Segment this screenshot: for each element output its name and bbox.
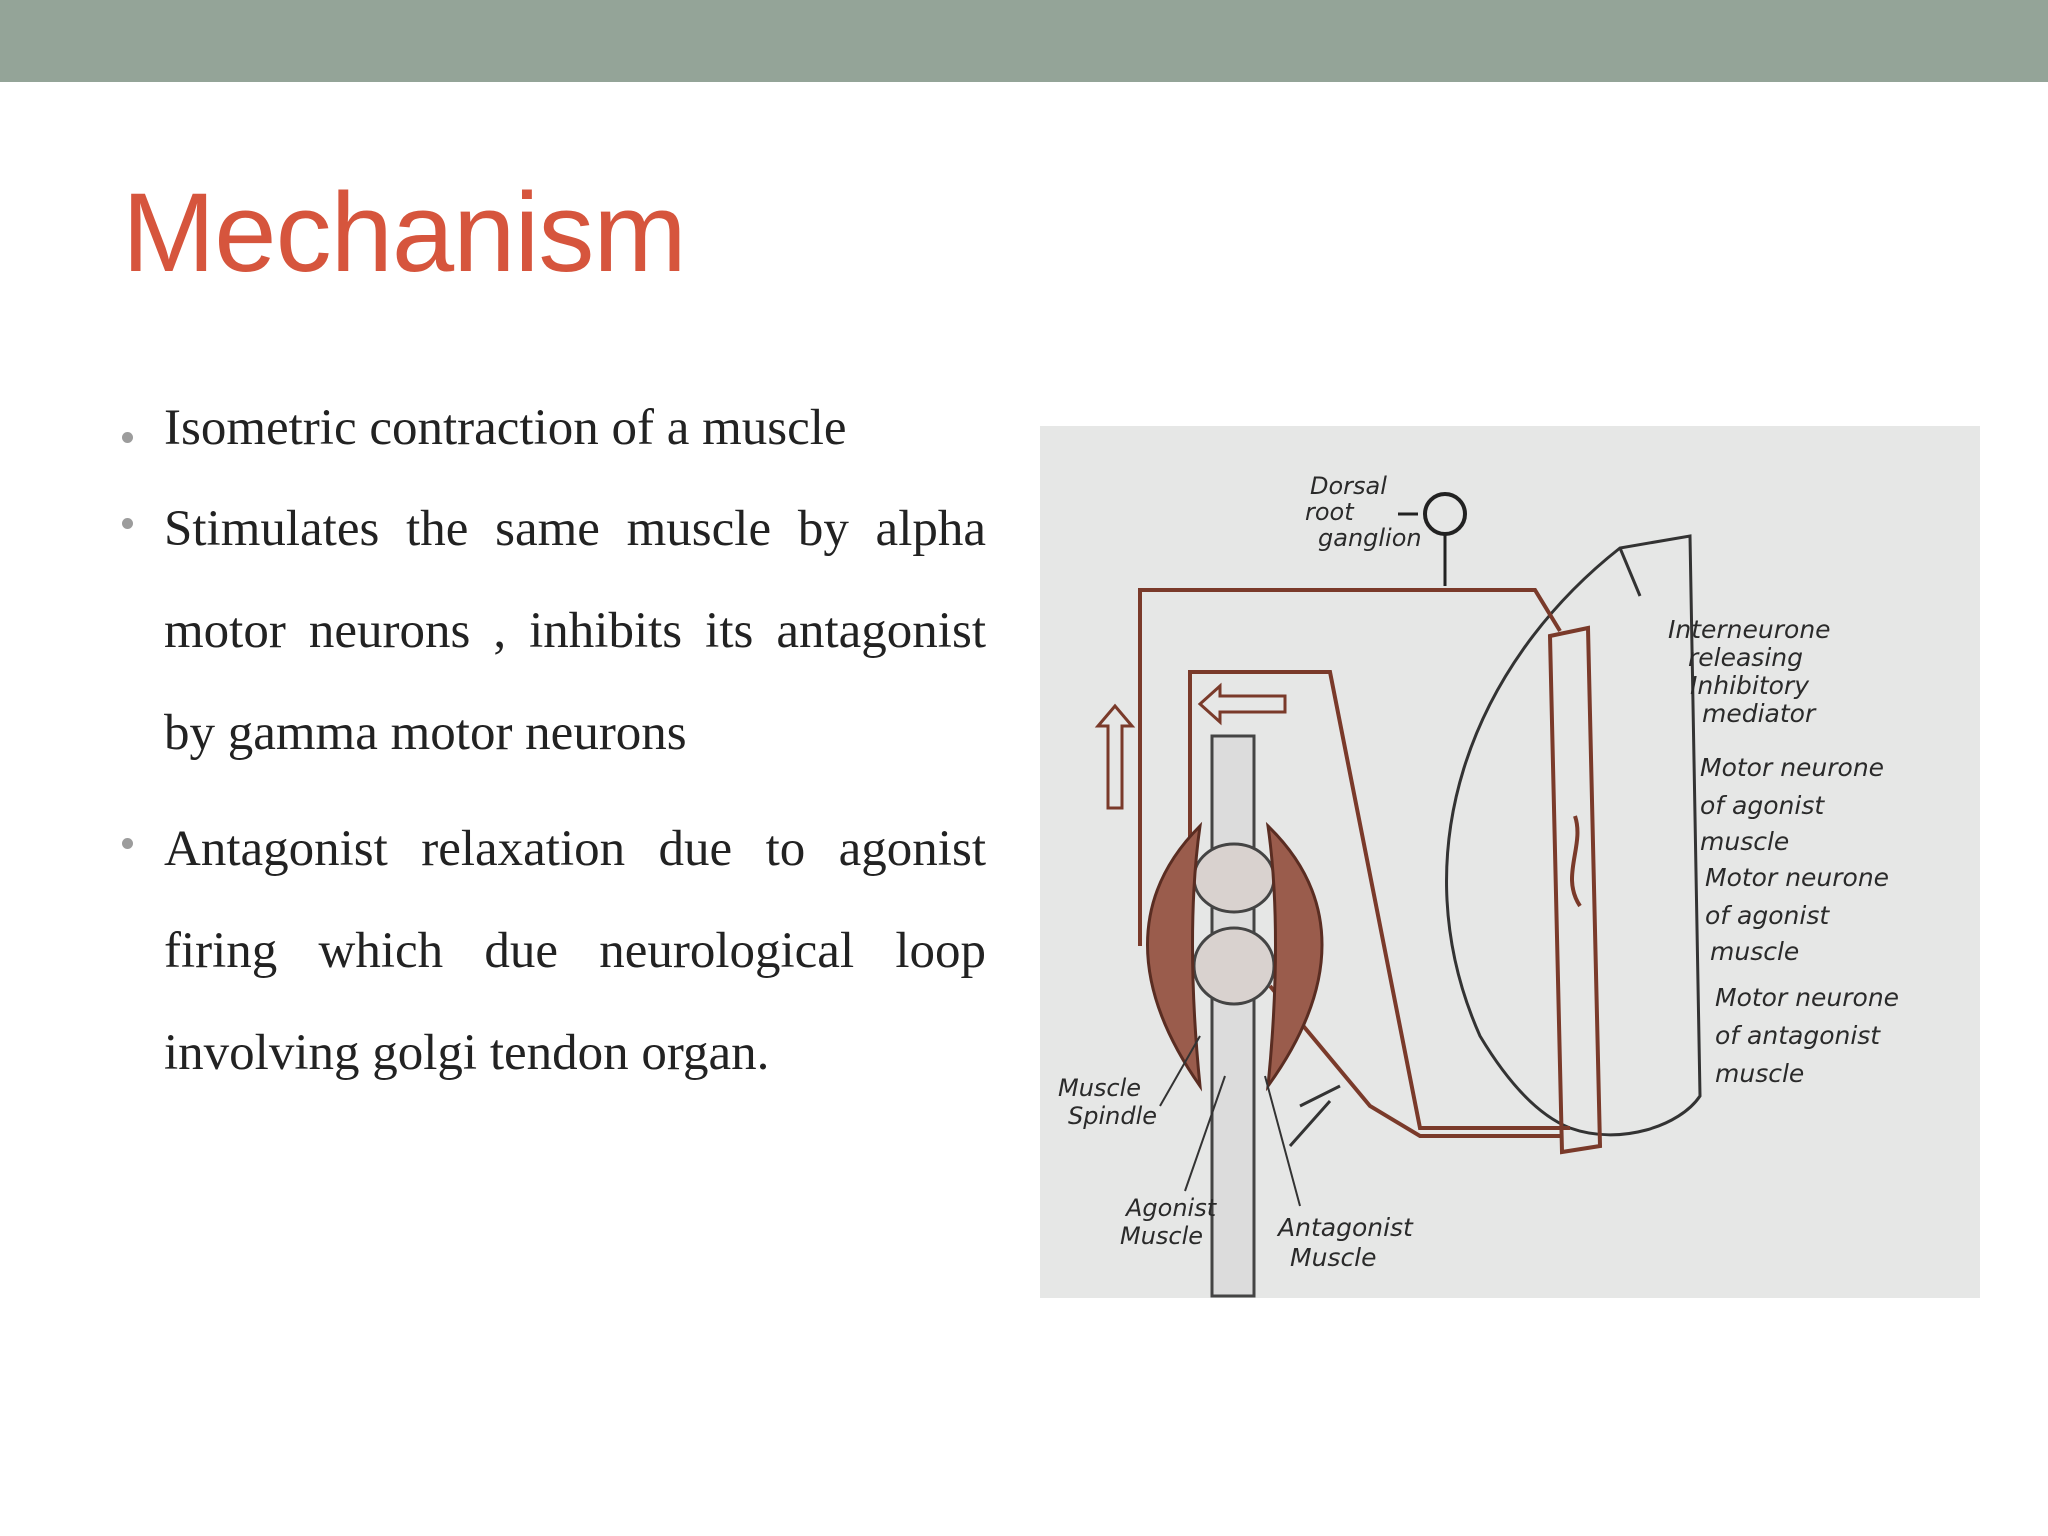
reflex-diagram <box>1040 426 1980 1298</box>
label-antagonist-muscle: Antagonist <box>1278 1213 1413 1242</box>
up-arrow-icon <box>1098 706 1132 808</box>
label-interneurone: Interneurone <box>1668 615 1831 644</box>
bullet-text: Stimulates the same muscle by alpha motor neurons , inhibits its antagonist by gamma motor neurons <box>164 501 986 761</box>
label-agonist-muscle: Agonist <box>1126 1194 1217 1222</box>
bullet-item <box>118 478 986 784</box>
label-motor-agonist: of agonist <box>1700 791 1825 820</box>
label-interneurone: mediator <box>1702 699 1816 728</box>
label-dorsal-root: root <box>1305 498 1354 526</box>
label-motor-antagonist: muscle <box>1715 1059 1805 1088</box>
label-interneurone: Inhibitory <box>1690 671 1809 700</box>
bullet-list <box>118 392 986 1118</box>
slide-title: Mechanism <box>122 170 686 295</box>
label-antagonist-muscle: Muscle <box>1290 1243 1377 1272</box>
bullet-item <box>118 392 986 464</box>
top-bar <box>0 0 2048 82</box>
label-interneurone: releasing <box>1688 643 1803 672</box>
spinal-cord-outline <box>1447 536 1700 1135</box>
antagonist-muscle-icon <box>1268 826 1322 1086</box>
joint-lower <box>1194 928 1274 1004</box>
label-muscle-spindle: Muscle <box>1058 1074 1142 1102</box>
bullet-text: Antagonist relaxation due to agonist firing which due neurological loop involving golgi tendon organ. <box>164 821 986 1081</box>
motor-loop-antagonist <box>1270 986 1560 1136</box>
bullet-text: Isometric contraction of a muscle <box>164 400 847 456</box>
bullet-dot-icon <box>122 838 133 849</box>
agonist-muscle-icon <box>1148 826 1201 1086</box>
label-motor-agonist: Motor neurone <box>1705 863 1890 892</box>
label-muscle-spindle: Spindle <box>1068 1102 1158 1130</box>
bullet-item <box>118 798 986 1104</box>
joint-upper <box>1194 844 1274 912</box>
spinal-cord-edge <box>1620 548 1640 596</box>
label-motor-agonist: muscle <box>1700 827 1790 856</box>
reflex-diagram-drawing <box>1040 426 1980 1298</box>
interneurone-synapse <box>1572 816 1580 906</box>
label-motor-antagonist: of antagonist <box>1715 1021 1881 1050</box>
label-agonist-muscle: Muscle <box>1120 1222 1204 1250</box>
bullet-dot-icon <box>122 432 133 443</box>
crossed-arrow-icon <box>1290 1086 1340 1146</box>
label-dorsal-root: Dorsal <box>1310 472 1387 500</box>
label-motor-antagonist: Motor neurone <box>1715 983 1900 1012</box>
label-motor-agonist: of agonist <box>1705 901 1830 930</box>
left-arrow-icon <box>1200 686 1285 722</box>
ganglion-icon <box>1425 494 1465 534</box>
label-motor-agonist: Motor neurone <box>1700 753 1885 782</box>
bullet-dot-icon <box>122 518 133 529</box>
label-dorsal-root: ganglion <box>1318 524 1422 552</box>
label-motor-agonist: muscle <box>1710 937 1800 966</box>
bone-icon <box>1212 736 1254 1296</box>
